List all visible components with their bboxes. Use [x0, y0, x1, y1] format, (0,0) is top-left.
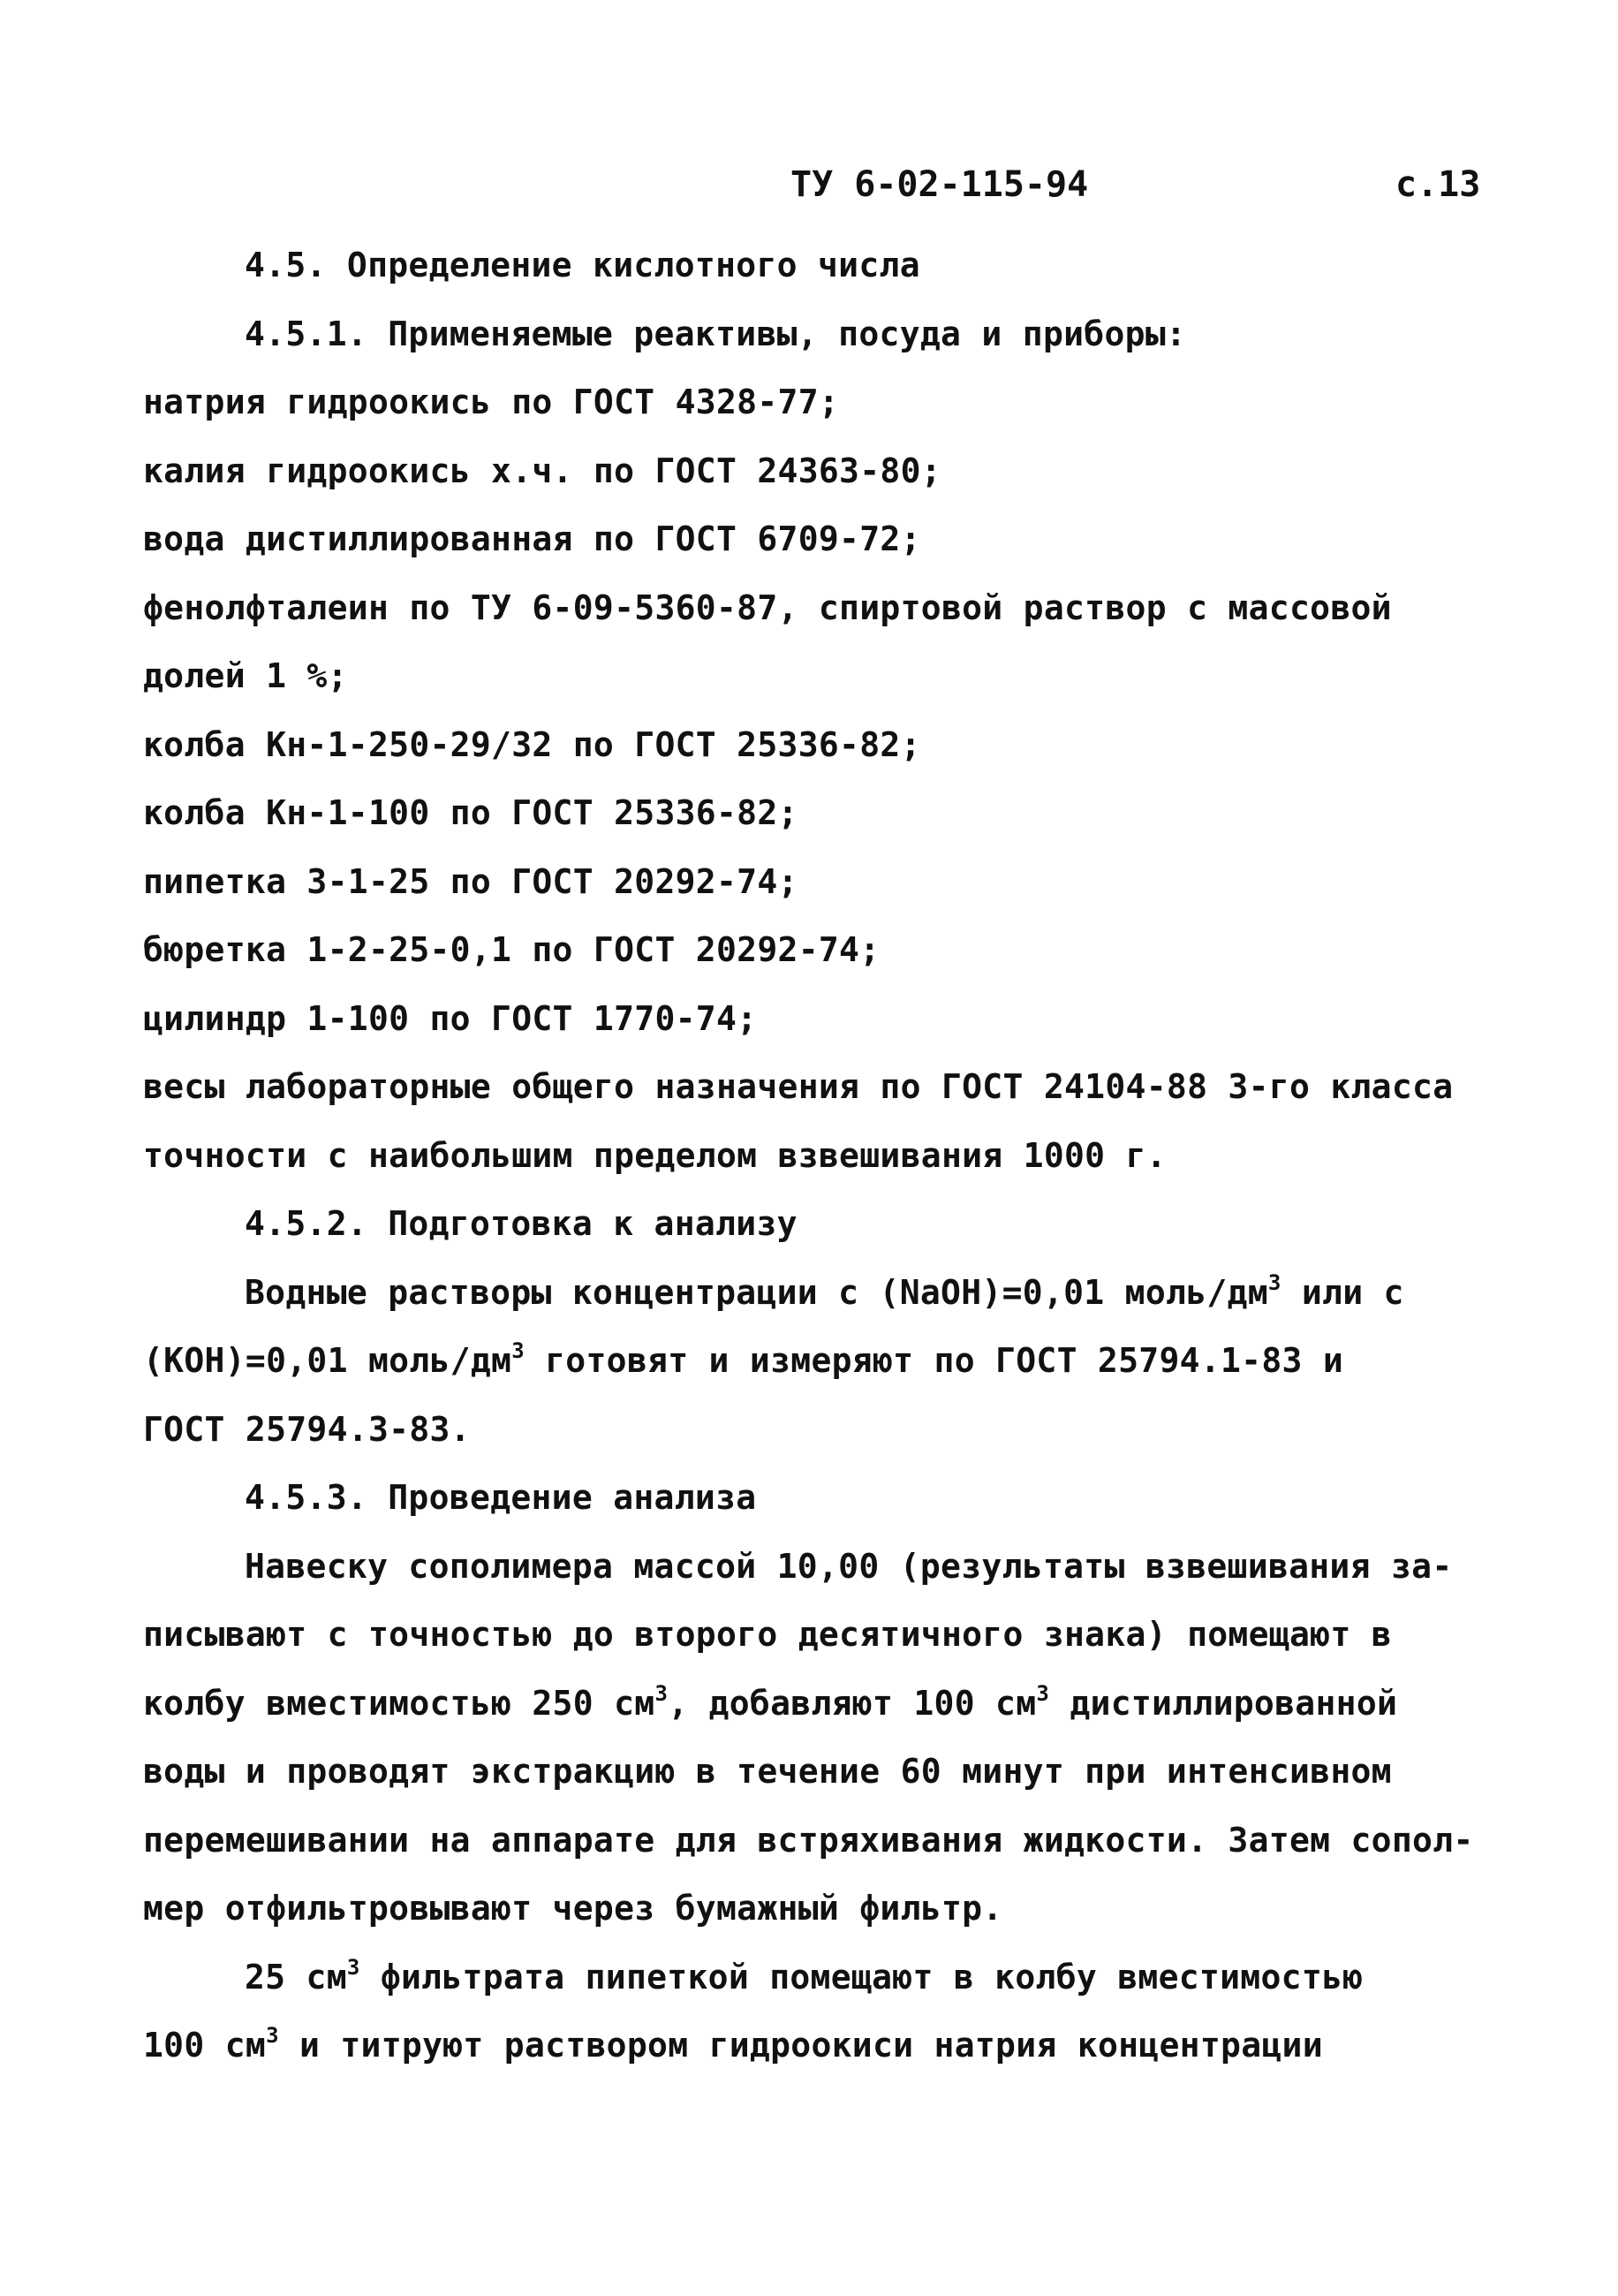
superscript: 3: [1036, 1680, 1050, 1706]
text-fragment: дистиллированной: [1049, 1683, 1398, 1723]
paragraph-line: Навеску сополимера массой 10,00 (результаты взвешивания за-: [245, 1546, 1453, 1586]
text-fragment: 25 см: [245, 1957, 347, 1997]
text-fragment: фильтрата пипеткой помещают в колбу вместимостью: [359, 1957, 1364, 1997]
text-fragment: или с: [1281, 1272, 1404, 1312]
list-item: калия гидроокись х.ч. по ГОСТ 24363-80;: [143, 451, 941, 490]
paragraph-line: [143, 1327, 1521, 1396]
superscript: 3: [1267, 1269, 1282, 1295]
paragraph-line: мер отфильтровывают через бумажный фильтр.: [143, 1889, 1003, 1928]
text-fragment: , добавляют 100 см: [668, 1683, 1037, 1723]
document-body: [143, 231, 1521, 2080]
list-item: колба Кн-1-100 по ГОСТ 25336-82;: [143, 793, 798, 832]
list-item: пипетка 3-1-25 по ГОСТ 20292-74;: [143, 861, 798, 901]
superscript: 3: [511, 1338, 525, 1363]
list-item: точности с наибольшим пределом взвешивания 1000 г.: [143, 1135, 1167, 1175]
text-fragment: Водные растворы концентрации с (NaOH)=0,01 моль/дм: [245, 1272, 1268, 1312]
paragraph-line: воды и проводят экстракцию в течение 60 минут при интенсивном: [143, 1752, 1392, 1791]
paragraph-line: [143, 2012, 1521, 2080]
text-fragment: колбу вместимостью 250 см: [143, 1683, 655, 1723]
paragraph-line: перемешивании на аппарате для встряхивания жидкости. Затем сопол-: [143, 1820, 1474, 1860]
superscript: 3: [346, 1954, 360, 1980]
superscript: 3: [266, 2023, 279, 2048]
list-item: вода дистиллированная по ГОСТ 6709-72;: [143, 519, 921, 558]
subsection-heading: 4.5.2. Подготовка к анализу: [245, 1204, 798, 1243]
text-fragment: 100 см: [143, 2026, 267, 2065]
list-item: долей 1 %;: [143, 656, 348, 695]
page-number: с.13: [1395, 164, 1481, 205]
paragraph-line: ГОСТ 25794.3-83.: [143, 1409, 471, 1449]
section-heading: 4.5. Определение кислотного числа: [245, 246, 920, 284]
paragraph-line: писывают с точностью до второго десятичного знака) помещают в: [143, 1615, 1392, 1654]
list-item: цилиндр 1-100 по ГОСТ 1770-74;: [143, 998, 758, 1038]
document-code: ТУ 6-02-115-94: [790, 164, 1089, 205]
text-fragment: и титруют раствором гидроокиси натрия концентрации: [278, 2026, 1323, 2065]
list-item: натрия гидроокись по ГОСТ 4328-77;: [143, 383, 840, 421]
paragraph-line: [143, 1259, 1521, 1328]
text-fragment: готовят и измеряют по ГОСТ 25794.1-83 и: [524, 1341, 1344, 1380]
paragraph-line: [143, 1670, 1521, 1739]
list-item: фенолфталеин по ТУ 6-09-5360-87, спиртовой раствор с массовой: [143, 587, 1392, 627]
list-item: колба Кн-1-250-29/32 по ГОСТ 25336-82;: [143, 724, 921, 764]
page-header: [0, 164, 1618, 217]
list-item: бюретка 1-2-25-0,1 по ГОСТ 20292-74;: [143, 930, 881, 969]
list-item: весы лабораторные общего назначения по ГОСТ 24104-88 3-го класса: [143, 1067, 1454, 1106]
superscript: 3: [654, 1680, 669, 1706]
paragraph-line: [143, 1944, 1521, 2012]
text-fragment: (KOH)=0,01 моль/дм: [143, 1341, 512, 1380]
subsection-heading: 4.5.1. Применяемые реактивы, посуда и приборы:: [245, 314, 1187, 353]
subsection-heading: 4.5.3. Проведение анализа: [245, 1478, 757, 1517]
